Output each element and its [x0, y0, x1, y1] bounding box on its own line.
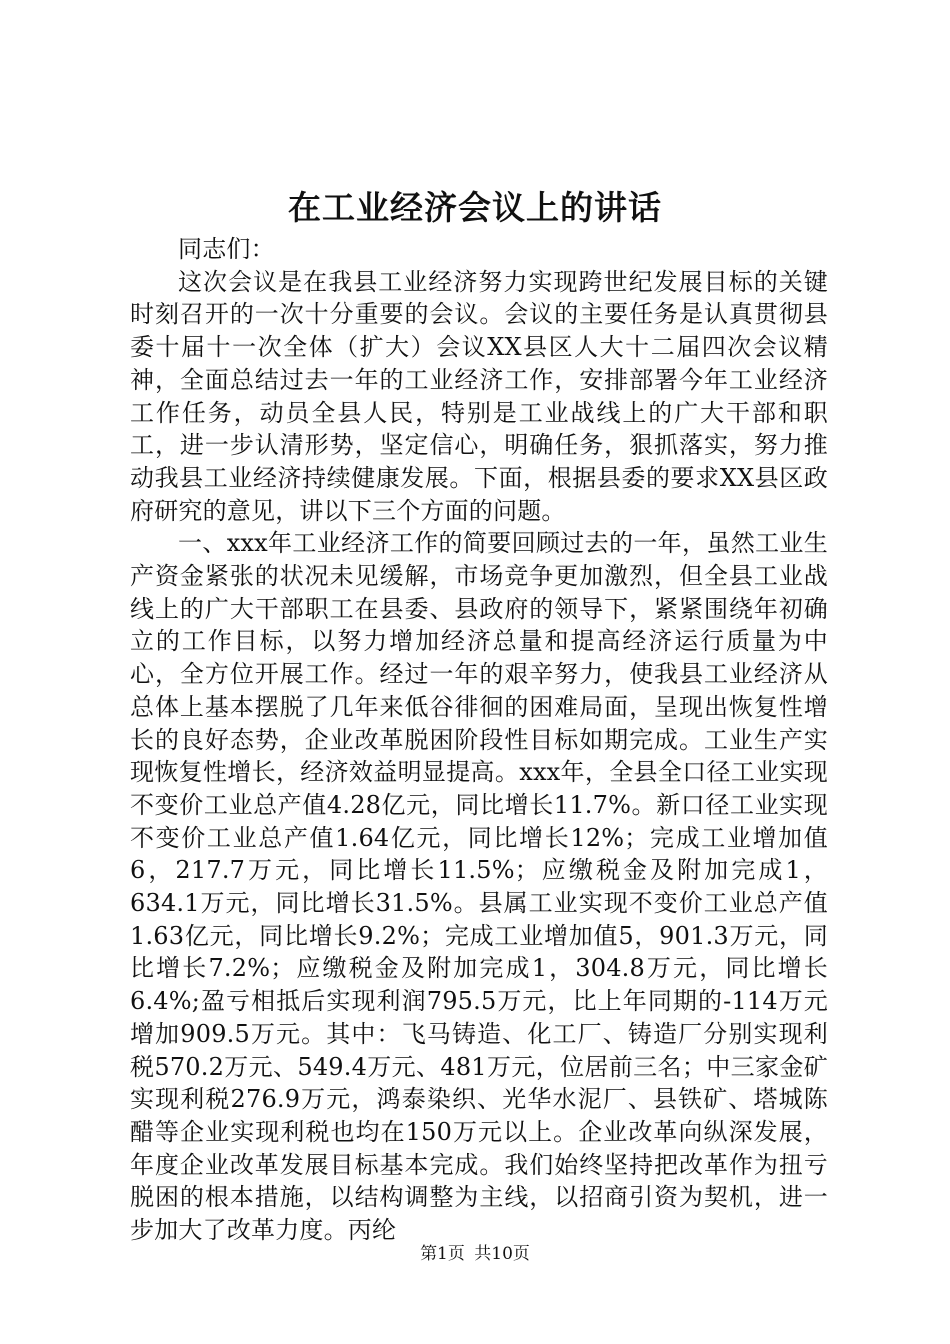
- paragraph-intro: 这次会议是在我县工业经济努力实现跨世纪发展目标的关键时刻召开的一次十分重要的会议。会议的主要任务是认真贯彻县委十届十一次全体（扩大）会议XX县区人大十二届四次会议精神，全面总结过去一年的工业经济工作，安排部署今年工业经济工作任务，动员全县人民，特别是工业战线上的广大干部和职工，进一步认清形势，坚定信心，明确任务，狠抓落实，努力推动我县工业经济持续健康发展。下面，根据县委的要求XX县区政府研究的意见，讲以下三个方面的问题。: [130, 267, 828, 525]
- page-number-footer: 第1页 共10页: [420, 1244, 530, 1264]
- document-title: 在工业经济会议上的讲话: [288, 188, 662, 227]
- salutation: 同志们：: [178, 235, 275, 263]
- paragraph-review: 一、xxx年工业经济工作的简要回顾过去的一年，虽然工业生产资金紧张的状况未见缓解，市场竞争更加激烈，但全县工业战线上的广大干部职工在县委、县政府的领导下，紧紧围绕年初确立的工作目标，以努力增加经济总量和提高经济运行质量为中心，全方位开展工作。经过一年的艰辛努力，使我县工业经济从总体上基本摆脱了几年来低谷徘徊的困难局面，呈现出恢复性增长的良好态势，企业改革脱困阶段性目标如期完成。工业生产实现恢复性增长，经济效益明显提高。xxx年，全县全口径工业实现不变价工业总产值4.28亿元，同比增长11.7%。新口径工业实现不变价工业总产值1.64亿元，同比增长12%；完成工业增加值6，217.7万元，同比增长11.5%；应缴税金及附加完成1，634.1万元，同比增长31.5%。县属工业实现不变价工业总产值1.63亿元，同比增长9.2%；完成工业增加值5，901.3万元，同比增长7.2%；应缴税金及附加完成1，304.8万元，同比增长6.4%;盈亏相抵后实现利润795.5万元，比上年同期的-114万元增加909.5万元。其中：飞马铸造、化工厂、铸造厂分别实现利税570.2万元、549.4万元、481万元，位居前三名；中三家金矿实现利税276.9万元，鸿泰染织、光华水泥厂、县铁矿、塔城陈醋等企业实现利税也均在150万元以上。企业改革向纵深发展，年度企业改革发展目标基本完成。我们始终坚持把改革作为扭亏脱困的根本措施，以结构调整为主线，以招商引资为契机，进一步加大了改革力度。丙纶: [130, 529, 828, 1245]
- document-body: [130, 233, 828, 1247]
